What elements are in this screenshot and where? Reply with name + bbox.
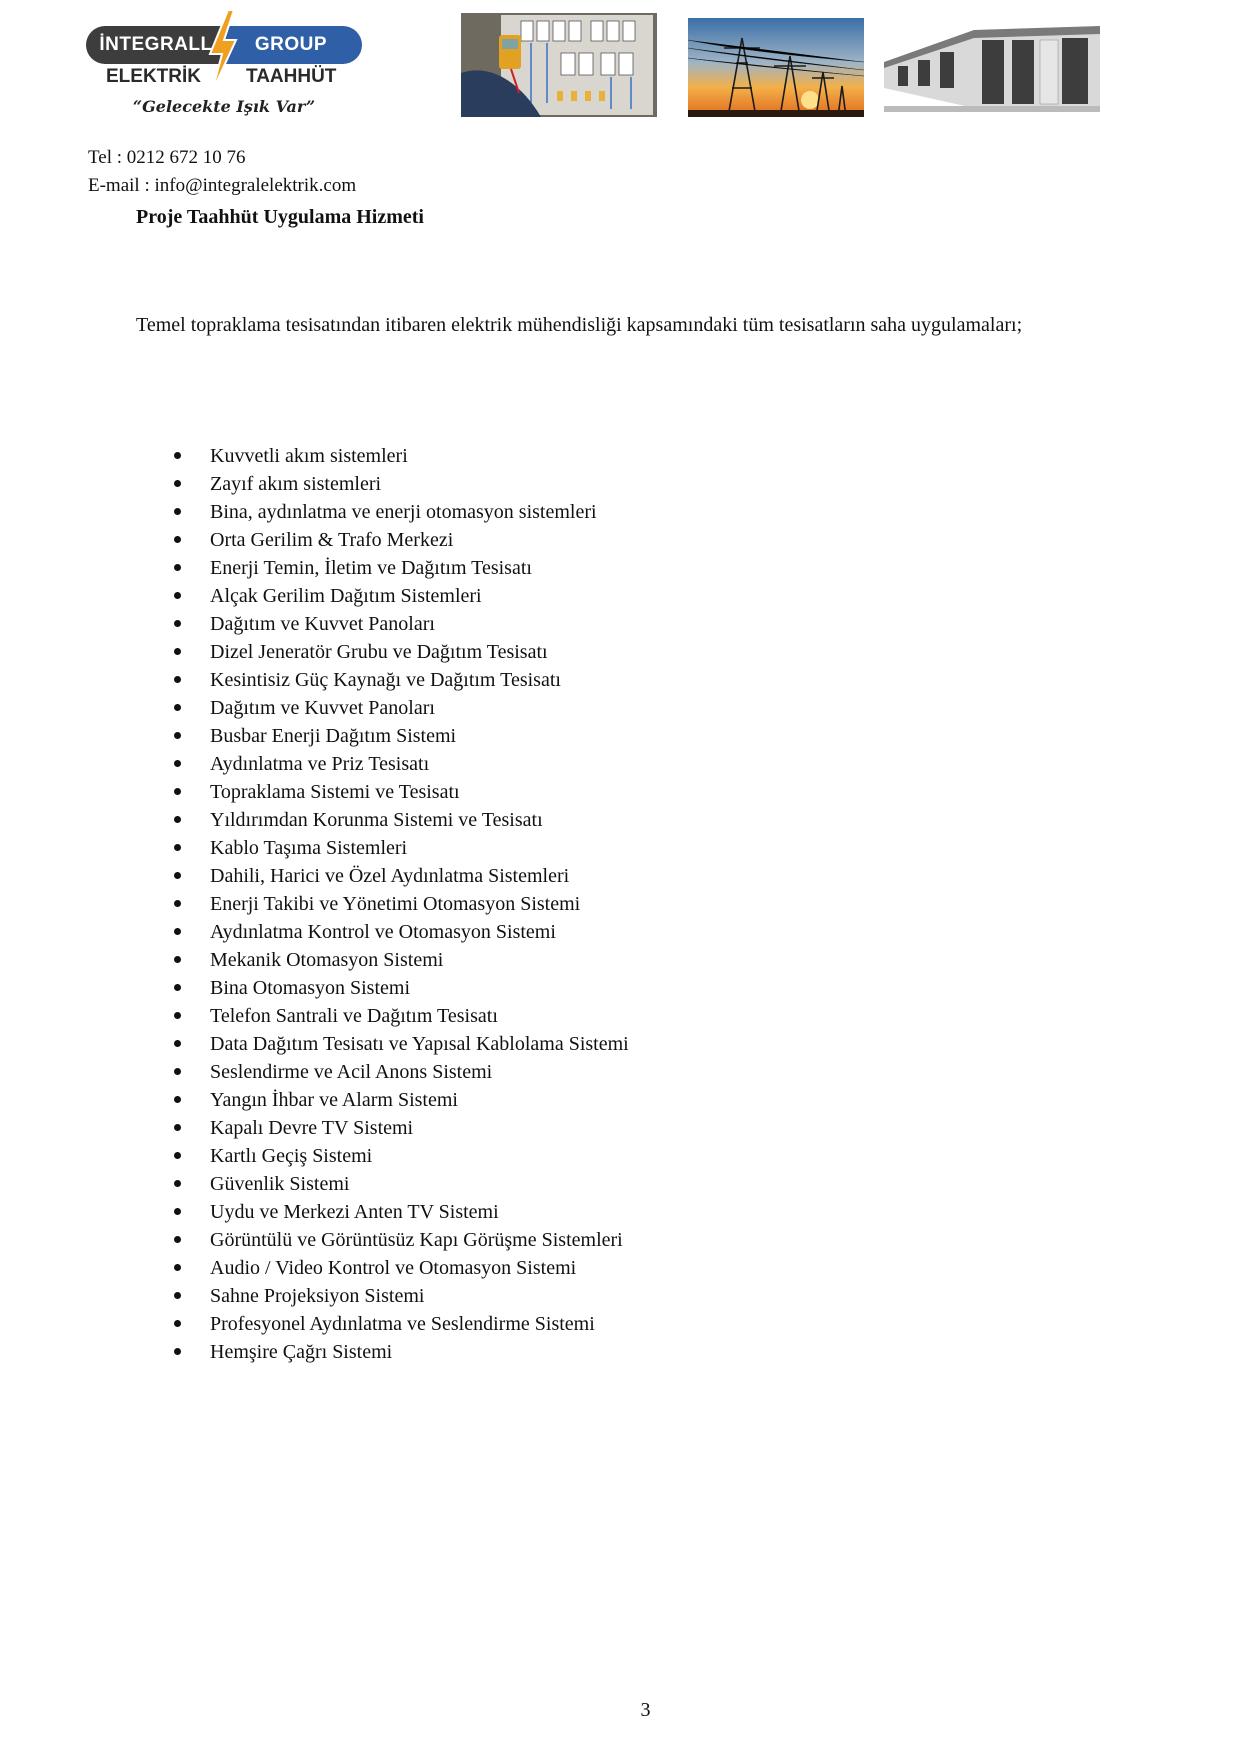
list-item-text: Dağıtım ve Kuvvet Panoları: [210, 613, 435, 635]
bullet-icon: [174, 564, 181, 571]
list-item-text: Dahili, Harici ve Özel Aydınlatma Sistemleri: [210, 865, 570, 887]
bullet-icon: [174, 508, 181, 515]
contact-email: E-mail : info@integralelektrik.com: [88, 175, 357, 196]
list-item-text: Kapalı Devre TV Sistemi: [210, 1117, 414, 1139]
list-item-text: Alçak Gerilim Dağıtım Sistemleri: [210, 585, 482, 607]
list-item: [172, 750, 629, 778]
list-item: [172, 526, 629, 554]
list-item: [172, 834, 629, 862]
bullet-icon: [174, 984, 181, 991]
power-lines-sunset-photo: [688, 18, 864, 117]
list-item: [172, 694, 629, 722]
list-item: [172, 778, 629, 806]
logo-slogan: “Gelecekte Işık Var”: [132, 97, 316, 116]
bullet-icon: [174, 1124, 181, 1131]
list-item: [172, 1338, 629, 1366]
list-item-text: Kartlı Geçiş Sistemi: [210, 1145, 373, 1167]
list-item: [172, 862, 629, 890]
list-item: [172, 1198, 629, 1226]
list-item: [172, 470, 629, 498]
bullet-icon: [174, 1040, 181, 1047]
list-item: [172, 638, 629, 666]
bullet-icon: [174, 1180, 181, 1187]
list-item: [172, 610, 629, 638]
bullet-icon: [174, 1096, 181, 1103]
bullet-icon: [174, 956, 181, 963]
logo-left-pill: İNTEGRALL: [86, 26, 226, 64]
list-item-text: Kuvvetli akım sistemleri: [210, 445, 408, 467]
list-item: [172, 1226, 629, 1254]
list-item: [172, 806, 629, 834]
bullet-icon: [174, 1236, 181, 1243]
list-item-text: Telefon Santrali ve Dağıtım Tesisatı: [210, 1005, 498, 1027]
bullet-icon: [174, 704, 181, 711]
list-item: [172, 1254, 629, 1282]
list-item-text: Görüntülü ve Görüntüsüz Kapı Görüşme Sistemleri: [210, 1229, 623, 1251]
bullet-icon: [174, 620, 181, 627]
list-item: [172, 554, 629, 582]
logo-right-pill: GROUP: [220, 26, 362, 64]
company-logo: [86, 10, 366, 125]
list-item-text: Audio / Video Kontrol ve Otomasyon Sistemi: [210, 1257, 577, 1279]
list-item-text: Enerji Takibi ve Yönetimi Otomasyon Sistemi: [210, 893, 581, 915]
bullet-icon: [174, 1068, 181, 1075]
logo-subtitle: [86, 66, 362, 92]
list-item-text: Enerji Temin, İletim ve Dağıtım Tesisatı: [210, 557, 532, 579]
electrical-panel-photo: [461, 13, 657, 117]
list-item: [172, 722, 629, 750]
list-item-text: Yıldırımdan Korunma Sistemi ve Tesisatı: [210, 809, 543, 831]
bullet-icon: [174, 1012, 181, 1019]
list-item: [172, 974, 629, 1002]
list-item: [172, 582, 629, 610]
bullet-icon: [174, 1320, 181, 1327]
list-item: [172, 666, 629, 694]
bullet-icon: [174, 788, 181, 795]
list-item: [172, 1310, 629, 1338]
list-item-text: Uydu ve Merkezi Anten TV Sistemi: [210, 1201, 499, 1223]
bullet-icon: [174, 536, 181, 543]
list-item: [172, 1282, 629, 1310]
bullet-icon: [174, 816, 181, 823]
bullet-icon: [174, 1348, 181, 1355]
bullet-icon: [174, 480, 181, 487]
list-item-text: Bina Otomasyon Sistemi: [210, 977, 410, 999]
list-item: [172, 1114, 629, 1142]
bullet-icon: [174, 1208, 181, 1215]
list-item-text: Topraklama Sistemi ve Tesisatı: [210, 781, 460, 803]
list-item-text: Orta Gerilim & Trafo Merkezi: [210, 529, 454, 551]
list-item-text: Dizel Jeneratör Grubu ve Dağıtım Tesisatı: [210, 641, 548, 663]
section-title: Proje Taahhüt Uygulama Hizmeti: [136, 206, 424, 228]
list-item-text: Kesintisiz Güç Kaynağı ve Dağıtım Tesisatı: [210, 669, 561, 691]
list-item: [172, 1030, 629, 1058]
list-item-text: Aydınlatma ve Priz Tesisatı: [210, 753, 430, 775]
bullet-icon: [174, 1152, 181, 1159]
list-item-text: Aydınlatma Kontrol ve Otomasyon Sistemi: [210, 921, 556, 943]
list-item-text: Dağıtım ve Kuvvet Panoları: [210, 697, 435, 719]
list-item: [172, 1086, 629, 1114]
services-list: [172, 442, 629, 1366]
list-item-text: Yangın İhbar ve Alarm Sistemi: [210, 1089, 458, 1111]
bullet-icon: [174, 760, 181, 767]
list-item: [172, 1142, 629, 1170]
list-item-text: Data Dağıtım Tesisatı ve Yapısal Kablolama Sistemi: [210, 1033, 629, 1055]
bullet-icon: [174, 1292, 181, 1299]
list-item-text: Hemşire Çağrı Sistemi: [210, 1341, 393, 1363]
list-item-text: Zayıf akım sistemleri: [210, 473, 382, 495]
bullet-icon: [174, 676, 181, 683]
bullet-icon: [174, 592, 181, 599]
list-item-text: Seslendirme ve Acil Anons Sistemi: [210, 1061, 493, 1083]
list-item-text: Mekanik Otomasyon Sistemi: [210, 949, 444, 971]
bullet-icon: [174, 872, 181, 879]
logo-bottom-left: ELEKTRİK: [106, 66, 201, 87]
kiosk-substation-photo: [884, 22, 1100, 112]
list-item-text: Güvenlik Sistemi: [210, 1173, 350, 1195]
logo-bottom-right: TAAHHÜT: [246, 66, 337, 87]
list-item: [172, 1058, 629, 1086]
list-item-text: Sahne Projeksiyon Sistemi: [210, 1285, 425, 1307]
list-item: [172, 442, 629, 470]
contact-phone: Tel : 0212 672 10 76: [88, 147, 246, 168]
page-number: 3: [640, 1699, 651, 1721]
bullet-icon: [174, 900, 181, 907]
list-item-text: Profesyonel Aydınlatma ve Seslendirme Sistemi: [210, 1313, 595, 1335]
list-item-text: Bina, aydınlatma ve enerji otomasyon sistemleri: [210, 501, 597, 523]
list-item: [172, 498, 629, 526]
list-item-text: Kablo Taşıma Sistemleri: [210, 837, 408, 859]
bullet-icon: [174, 648, 181, 655]
intro-paragraph: Temel topraklama tesisatından itibaren elektrik mühendisliği kapsamındaki tüm tesisatların saha uygulamaları;: [136, 314, 1023, 336]
bullet-icon: [174, 928, 181, 935]
list-item-text: Busbar Enerji Dağıtım Sistemi: [210, 725, 457, 747]
list-item: [172, 918, 629, 946]
list-item: [172, 946, 629, 974]
list-item: [172, 1170, 629, 1198]
bullet-icon: [174, 732, 181, 739]
bullet-icon: [174, 844, 181, 851]
bullet-icon: [174, 1264, 181, 1271]
bullet-icon: [174, 452, 181, 459]
list-item: [172, 890, 629, 918]
list-item: [172, 1002, 629, 1030]
